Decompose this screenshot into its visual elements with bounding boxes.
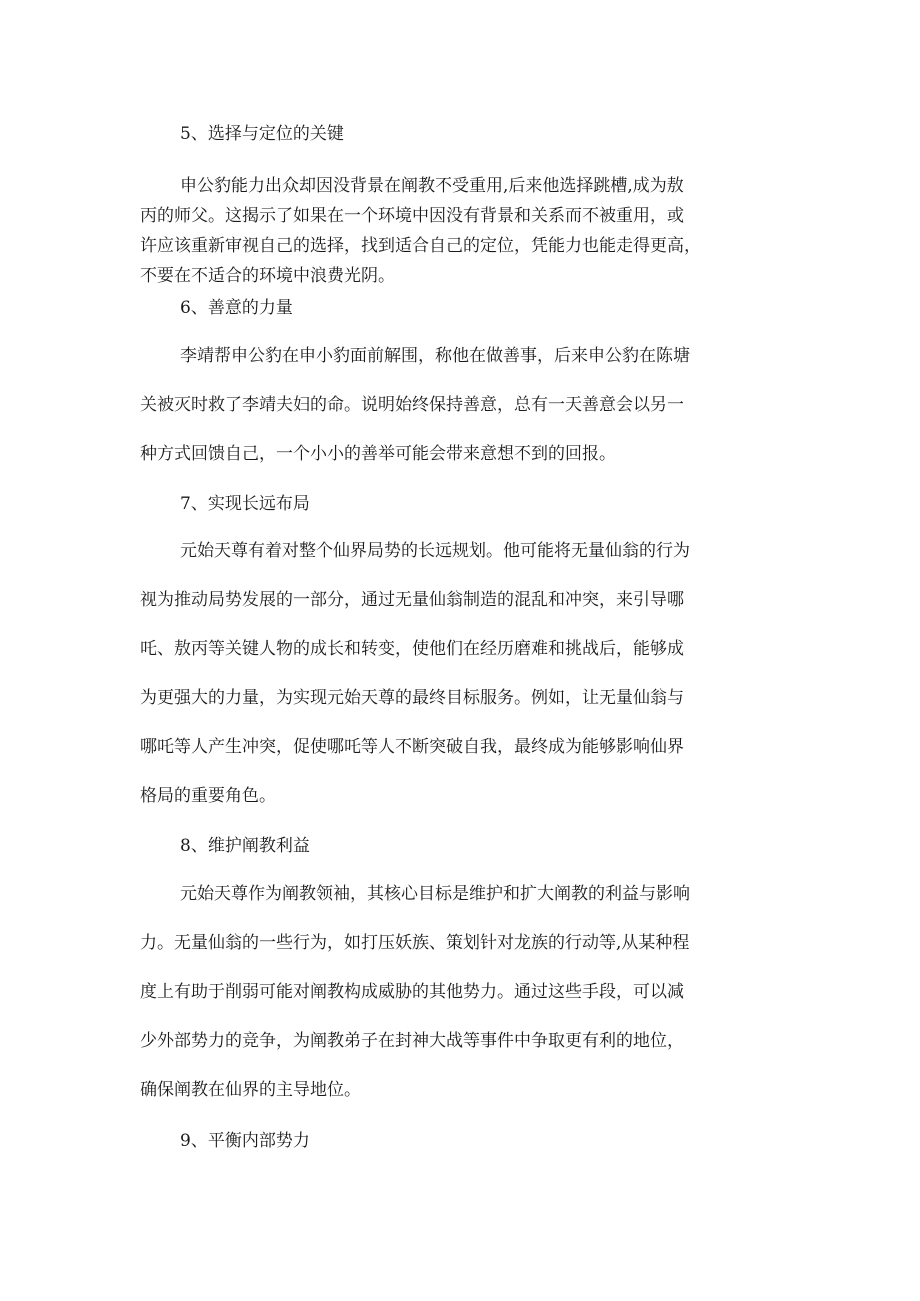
section-7-heading: 7、实现长远布局 [180,494,310,514]
paragraph-line: 申公豹能力出众却因没背景在阐教不受重用,后来他选择跳槽,成为敖 [180,176,684,196]
paragraph-line: 不要在不适合的环境中浪费光阴。 [140,266,395,286]
section-6-heading: 6、善意的力量 [180,298,293,318]
section-8-paragraph [140,870,785,1115]
paragraph-line: 许应该重新审视自己的选择，找到适合自己的定位，凭能力也能走得更高， [140,236,701,256]
section-5-heading: 5、选择与定位的关键 [180,124,344,144]
section-9-heading: 9、平衡内部势力 [180,1131,310,1151]
paragraph-line: 种方式回馈自己，一个小小的善举可能会带来意想不到的回报。 [140,444,616,464]
paragraph-line: 元始天尊作为阐教领袖，其核心目标是维护和扩大阐教的利益与影响 [180,884,690,904]
section-7-paragraph [140,527,785,821]
paragraph-line: 力。无量仙翁的一些行为，如打压妖族、策划针对龙族的行动等,从某种程 [140,933,690,953]
paragraph-line: 确保阐教在仙界的主导地位。 [140,1080,361,1100]
paragraph-line: 李靖帮申公豹在申小豹面前解围，称他在做善事，后来申公豹在陈塘 [180,346,690,366]
paragraph-line: 哪吒等人产生冲突，促使哪吒等人不断突破自我，最终成为能够影响仙界 [140,737,684,757]
paragraph-line: 关被灭时救了李靖夫妇的命。说明始终保持善意，总有一天善意会以另一 [140,395,684,415]
paragraph-line: 度上有助于削弱可能对阐教构成威胁的其他势力。通过这些手段，可以减 [140,982,684,1002]
paragraph-line: 元始天尊有着对整个仙界局势的长远规划。他可能将无量仙翁的行为 [180,541,690,561]
section-8-heading: 8、维护阐教利益 [180,836,310,856]
paragraph-line: 吒、敖丙等关键人物的成长和转变，使他们在经历磨难和挑战后，能够成 [140,639,684,659]
section-6-paragraph [140,332,785,479]
section-5-paragraph [140,171,785,291]
paragraph-line: 少外部势力的竞争，为阐教弟子在封神大战等事件中争取更有利的地位， [140,1031,684,1051]
paragraph-line: 视为推动局势发展的一部分，通过无量仙翁制造的混乱和冲突，来引导哪 [140,590,684,610]
paragraph-line: 为更强大的力量，为实现元始天尊的最终目标服务。例如，让无量仙翁与 [140,688,684,708]
paragraph-line: 丙的师父。这揭示了如果在一个环境中因没有背景和关系而不被重用，或 [140,206,684,226]
paragraph-line: 格局的重要角色。 [140,786,276,806]
